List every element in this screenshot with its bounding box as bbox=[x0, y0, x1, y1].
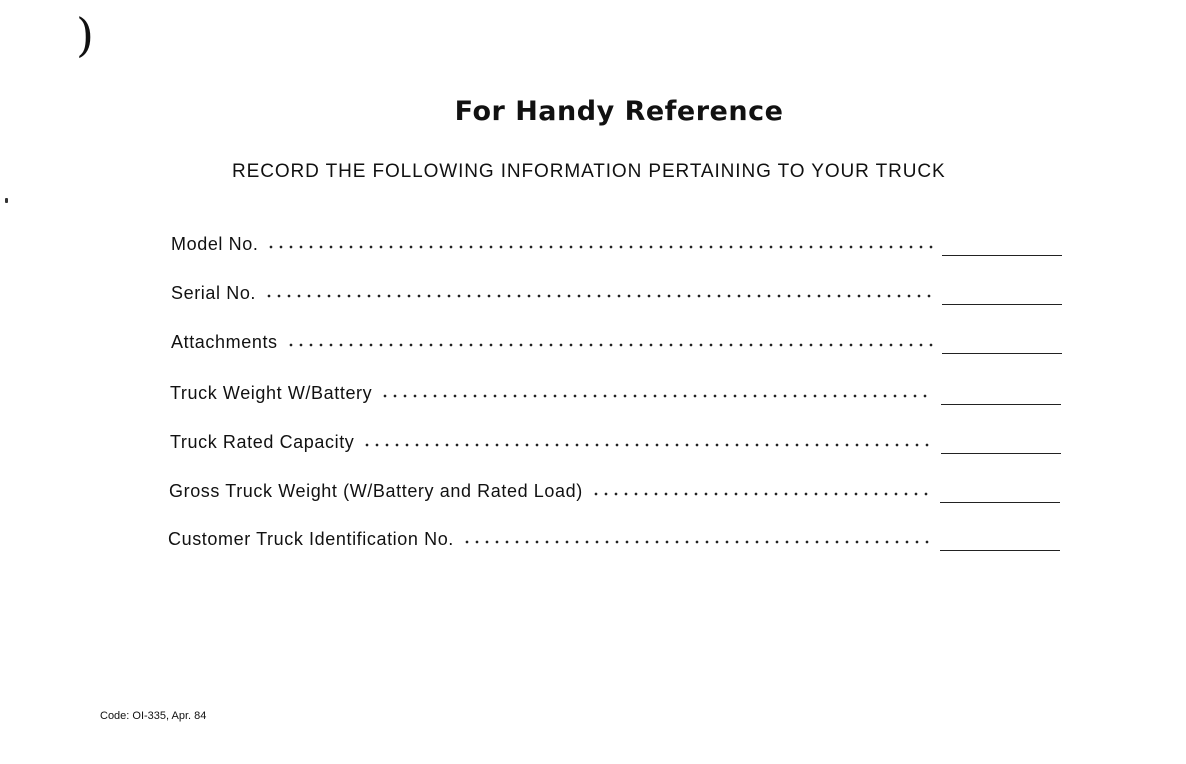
dot-leader bbox=[286, 340, 934, 350]
field-row-rated-capacity bbox=[170, 428, 1061, 456]
dot-leader bbox=[266, 242, 934, 252]
corner-bracket-mark: ) bbox=[76, 8, 94, 62]
attachments-field[interactable] bbox=[942, 331, 1062, 354]
serial-no-field[interactable] bbox=[942, 282, 1062, 305]
page-subtitle: RECORD THE FOLLOWING INFORMATION PERTAINING TO YOUR TRUCK bbox=[232, 161, 946, 182]
dot-leader bbox=[462, 537, 932, 547]
document-code: Code: OI-335, Apr. 84 bbox=[100, 710, 207, 722]
field-row-gross-weight bbox=[169, 477, 1060, 505]
field-label-rated-capacity: Truck Rated Capacity bbox=[170, 432, 355, 452]
field-row-customer-id bbox=[168, 525, 1060, 553]
print-speck bbox=[5, 198, 8, 203]
field-row-truck-weight bbox=[170, 379, 1061, 407]
gross-weight-field[interactable] bbox=[940, 480, 1060, 503]
customer-id-field[interactable] bbox=[940, 528, 1060, 551]
dot-leader bbox=[264, 291, 934, 301]
model-no-field[interactable] bbox=[942, 233, 1062, 256]
page-title: For Handy Reference bbox=[454, 96, 784, 127]
field-label-gross-weight: Gross Truck Weight (W/Battery and Rated Load) bbox=[169, 481, 583, 501]
field-label-attachments: Attachments bbox=[171, 332, 278, 352]
dot-leader bbox=[362, 440, 933, 450]
field-label-customer-id: Customer Truck Identification No. bbox=[168, 529, 454, 549]
field-label-serial-no: Serial No. bbox=[171, 283, 257, 303]
truck-weight-field[interactable] bbox=[941, 382, 1061, 405]
field-label-model-no: Model No. bbox=[171, 234, 259, 254]
dot-leader bbox=[591, 489, 932, 499]
dot-leader bbox=[380, 391, 933, 401]
rated-capacity-field[interactable] bbox=[941, 431, 1061, 454]
field-row-model-no bbox=[171, 230, 1062, 258]
field-row-attachments bbox=[171, 328, 1062, 356]
field-label-truck-weight: Truck Weight W/Battery bbox=[170, 383, 373, 403]
field-row-serial-no bbox=[171, 279, 1062, 307]
